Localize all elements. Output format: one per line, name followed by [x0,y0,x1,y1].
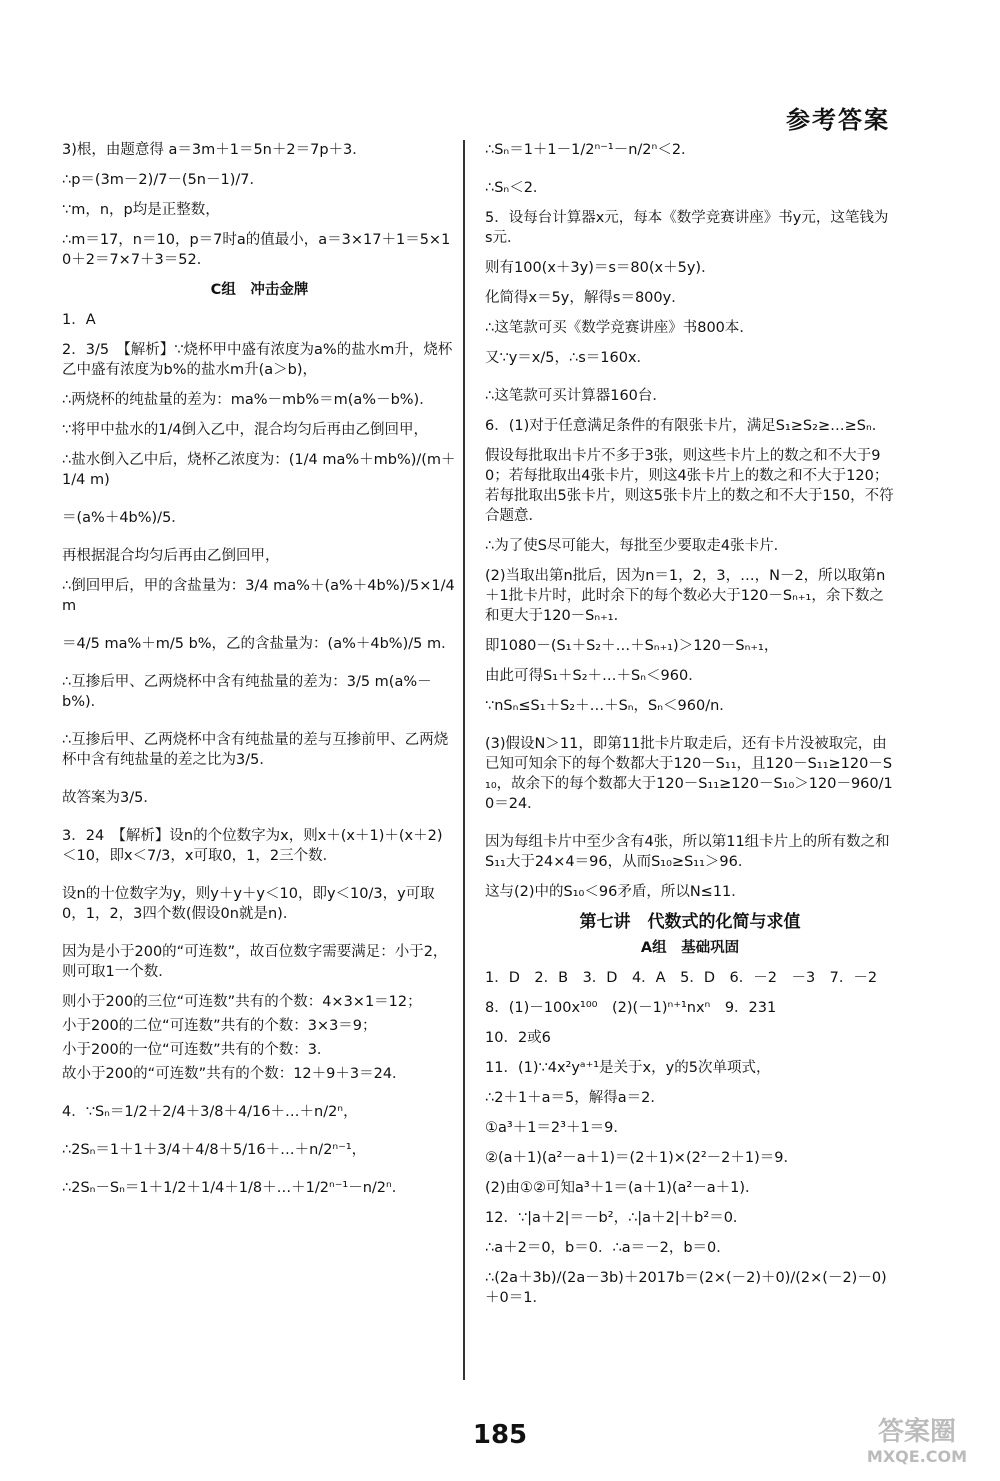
section-heading: A组 基础巩固 [640,940,740,956]
answer-line: ∴互掺后甲、乙两烧杯中含有纯盐量的差为：3/5 m(a%－b%)． [62,674,432,710]
answer-line: ∴为了使S尽可能大，每批至少要取走4张卡片． [485,538,789,554]
answer-line: 3．24 【解析】设n的个位数字为x，则x＋(x＋1)＋(x＋2)＜10，即x＜7/3，x可取0，1，2三个数． [62,828,443,864]
answer-line: 则小于200的三位“可连数”共有的个数：4×3×1＝12； [62,994,422,1010]
answer-line: ∴这笔款可买《数学竞赛讲座》书800本． [485,320,754,336]
answer-line: 11．(1)∵4x²yᵃ⁺¹是关于x，y的5次单项式， [485,1060,771,1076]
watermark-logo [852,1408,982,1468]
answer-line: 小于200的一位“可连数”共有的个数：3． [62,1042,332,1058]
answer-line: 6．(1)对于任意满足条件的有限张卡片，满足S₁≥S₂≥…≥Sₙ． [485,418,887,434]
answer-line: ∴Sₙ＜2． [485,180,548,196]
answer-line: ∴盐水倒入乙中后，烧杯乙浓度为：(1/4 ma%＋mb%)/(m＋1/4 m) [62,452,456,488]
answer-line: 假设每批取出卡片不多于3张，则这些卡片上的数之和不大于90；若每批取出4张卡片，则这4张卡片上的数之和不大于120；若每批取出5张卡片，则这5张卡片上的数之和不大于150，不符合题意． [485,448,894,524]
answer-line: ∴p＝(3m－2)/7－(5n－1)/7． [62,172,264,188]
answer-line: 因为是小于200的“可连数”，故百位数字需要满足：小于2，则可取1一个数． [62,944,448,980]
answer-line: 则有100(x＋3y)＝s＝80(x＋5y)． [485,260,716,276]
answer-line: 2．3/5 【解析】∵烧杯甲中盛有浓度为a%的盐水m升，烧杯乙中盛有浓度为b%的盐水m升(a＞b)， [62,342,453,378]
section-heading: C组 冲击金牌 [210,282,309,298]
lecture-title: 第七讲 代数式的化简与求值 [579,912,801,932]
answer-line: 又∵y＝x/5，∴s＝160x． [485,350,652,366]
answer-line: 4．∵Sₙ＝1/2＋2/4＋3/8＋4/16＋…＋n/2ⁿ， [62,1104,358,1120]
answer-line: (2)由①②可知a³＋1＝(a＋1)(a²－a＋1)． [485,1180,760,1196]
answer-line: 故小于200的“可连数”共有的个数：12＋9＋3＝24． [62,1066,407,1082]
answer-line: ∴互掺后甲、乙两烧杯中含有纯盐量的差与互掺前甲、乙两烧杯中含有纯盐量的差之比为3/5． [62,732,449,768]
answer-line: ∴倒回甲后，甲的含盐量为：3/4 ma%＋(a%＋4b%)/5×1/4 m [62,578,455,614]
answer-line: ＝4/5 ma%＋m/5 b%，乙的含盐量为：(a%＋4b%)/5 m． [62,636,456,652]
answer-line: 1．D 2．B 3．D 4．A 5．D 6．－2 －3 7．－2 [485,970,878,986]
column-divider [463,140,465,1380]
answer-line: ∴这笔款可买计算器160台． [485,388,667,404]
answer-line: 10．2或6 [485,1030,551,1046]
page-header-title: 参考答案 [786,106,890,134]
answer-line: 12．∵|a＋2|＝－b²，∴|a＋2|＋b²＝0． [485,1210,748,1226]
answer-line: ∴a＋2＝0，b＝0．∴a＝－2，b＝0． [485,1240,731,1256]
answer-line: ∴(2a＋3b)/(2a－3b)＋2017b＝(2×(－2)＋0)/(2×(－2)－0)＋0＝1． [485,1270,887,1306]
answer-line: ∴Sₙ＝1＋1－1/2ⁿ⁻¹－n/2ⁿ＜2． [485,142,696,158]
answer-line: ∴2Sₙ－Sₙ＝1＋1/2＋1/4＋1/8＋…＋1/2ⁿ⁻¹－n/2ⁿ． [62,1180,407,1196]
answer-line: ∴m＝17，n＝10，p＝7时a的值最小，a＝3×17＋1＝5×10＋2＝7×7＋3＝52． [62,232,451,268]
page-number: 185 [472,1420,528,1450]
answer-line: ∵nSₙ≤S₁＋S₂＋…＋Sₙ，Sₙ＜960/n． [485,698,734,714]
answer-line: 因为每组卡片中至少含有4张，所以第11组卡片上的所有数之和S₁₁大于24×4＝96，从而S₁₀≥S₁₁＞96． [485,834,890,870]
left-column [62,140,457,1208]
answer-line: 这与(2)中的S₁₀＜96矛盾，所以N≤11． [485,884,746,900]
answer-line: 设n的十位数字为y，则y＋y＋y＜10，即y＜10/3，y可取0，1，2，3四个数(假设0n就是n)． [62,886,435,922]
answer-line: 3)根，由题意得 a＝3m＋1＝5n＋2＝7p＋3． [62,142,367,158]
answer-line: ∴2Sₙ＝1＋1＋3/4＋4/8＋5/16＋…＋n/2ⁿ⁻¹， [62,1142,367,1158]
answer-line: 小于200的二位“可连数”共有的个数：3×3＝9； [62,1018,377,1034]
answer-line: 再根据混合均匀后再由乙倒回甲， [62,548,280,564]
answer-line: ①a³＋1＝2³＋1＝9． [485,1120,628,1136]
answer-line: ∴两烧杯的纯盐量的差为：ma%－mb%＝m(a%－b%)． [62,392,434,408]
watermark-url: MXQE.COM [866,1447,968,1466]
watermark-text: 答案圈 [877,1417,957,1447]
answer-line: 化简得x＝5y，解得s＝800y． [485,290,686,306]
answer-line: ∴2＋1＋a＝5，解得a＝2． [485,1090,665,1106]
answer-line: ∵m，n，p均是正整数， [62,202,220,218]
answer-line: 5．设每台计算器x元，每本《数学竞赛讲座》书y元，这笔钱为s元． [485,210,889,246]
answer-line: (3)假设N＞11，即第11批卡片取走后，还有卡片没被取完，由已知可知余下的每个数都大于120－S₁₁，且120－S₁₁≥120－S₁₀，故余下的每个数都大于120－S₁₁≥120－S₁₀＞120－960/10＝24． [485,736,893,812]
answer-line: ＝(a%＋4b%)/5． [62,510,186,526]
answer-line: ∵将甲中盐水的1/4倒入乙中，混合均匀后再由乙倒回甲， [62,422,429,438]
answer-line: 故答案为3/5． [62,790,158,806]
answer-line: 由此可得S₁＋S₂＋…＋Sₙ＜960． [485,668,703,684]
answer-line: (2)当取出第n批后，因为n＝1，2，3，…，N－2，所以取第n＋1批卡片时，此时余下的每个数必大于120－Sₙ₊₁，余下数之和更大于120－Sₙ₊₁． [485,568,886,624]
answer-line: 1．A [62,312,96,328]
right-column [485,140,895,1318]
answer-line: 即1080－(S₁＋S₂＋…＋Sₙ₊₁)＞120－Sₙ₊₁， [485,638,779,654]
answer-line: ②(a＋1)(a²－a＋1)＝(2＋1)×(2²－2＋1)＝9． [485,1150,798,1166]
answer-line: 8．(1)－100x¹⁰⁰ (2)(－1)ⁿ⁺¹nxⁿ 9．231 [485,1000,777,1016]
